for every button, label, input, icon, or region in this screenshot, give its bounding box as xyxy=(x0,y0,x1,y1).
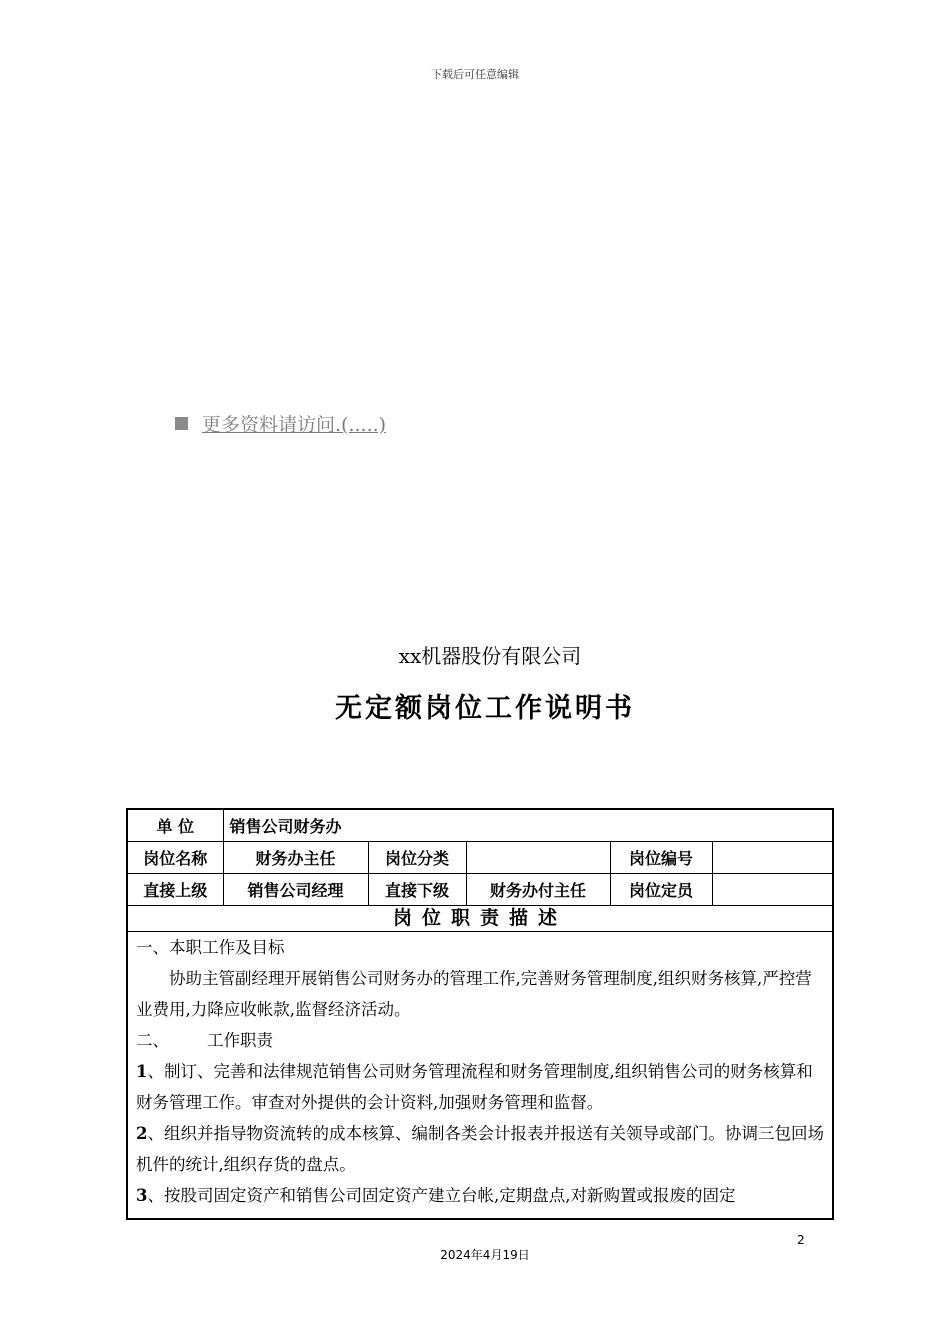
section-title: 岗位职责描述 xyxy=(128,906,832,932)
headcount-label: 岗位定员 xyxy=(610,874,712,906)
item-number: 3 xyxy=(136,1186,148,1205)
table-row xyxy=(128,874,832,906)
heading-number: 二、 xyxy=(136,1031,169,1050)
table-row xyxy=(128,842,832,874)
direct-subordinate-value: 财务办付主任 xyxy=(466,874,610,906)
page-number: 2 xyxy=(797,1233,805,1247)
responsibility-item xyxy=(136,1118,824,1180)
footer-date: 2024年4月19日 xyxy=(440,1248,530,1262)
more-info-link[interactable] xyxy=(175,410,386,437)
item-number: 1 xyxy=(136,1062,148,1081)
position-name-label: 岗位名称 xyxy=(128,842,223,874)
heading-text: 工作职责 xyxy=(207,1031,273,1050)
responsibility-item xyxy=(136,1056,824,1118)
item-text: 、制订、完善和法律规范销售公司财务管理流程和财务管理制度,组织销售公司的财务核算和财务管理工作。审查对外提供的会计资料,加强财务管理和监督。 xyxy=(136,1062,813,1112)
job-description-table xyxy=(126,808,834,1220)
position-category-value xyxy=(466,842,610,874)
unit-label: 单 位 xyxy=(128,810,223,842)
position-code-value xyxy=(712,842,832,874)
position-name-value: 财务办主任 xyxy=(223,842,368,874)
direct-superior-value: 销售公司经理 xyxy=(223,874,368,906)
direct-subordinate-label: 直接下级 xyxy=(368,874,466,906)
table-row xyxy=(128,810,832,842)
headcount-value xyxy=(712,874,832,906)
document-title: 无定额岗位工作说明书 xyxy=(335,693,635,724)
direct-superior-label: 直接上级 xyxy=(128,874,223,906)
heading-responsibilities xyxy=(136,1025,824,1056)
item-text: 、组织并指导物资流转的成本核算、编制各类会计报表并报送有关领导或部门。协调三包回场机件的统计,组织存货的盘点。 xyxy=(136,1124,824,1174)
unit-value: 销售公司财务办 xyxy=(223,810,832,842)
company-name: xx机器股份有限公司 xyxy=(398,644,582,668)
item-text: 、按股司固定资产和销售公司固定资产建立台帐,定期盘点,对新购置或报废的固定 xyxy=(147,1186,736,1205)
more-info-link-text[interactable]: 更多资料请访问.(.....) xyxy=(202,414,387,436)
job-info-grid xyxy=(128,810,832,906)
position-code-label: 岗位编号 xyxy=(610,842,712,874)
item-number: 2 xyxy=(136,1124,148,1143)
position-category-label: 岗位分类 xyxy=(368,842,466,874)
page-header-note: 下载后可任意编辑 xyxy=(431,68,519,81)
responsibility-item xyxy=(136,1180,824,1211)
duties-goals-paragraph: 协助主管副经理开展销售公司财务办的管理工作,完善财务管理制度,组织财务核算,严控营业费用,力降应收帐款,监督经济活动。 xyxy=(136,969,812,1019)
square-bullet-icon xyxy=(175,417,188,430)
heading-duties-goals: 一、本职工作及目标 xyxy=(136,938,285,957)
duties-description xyxy=(128,932,832,1211)
